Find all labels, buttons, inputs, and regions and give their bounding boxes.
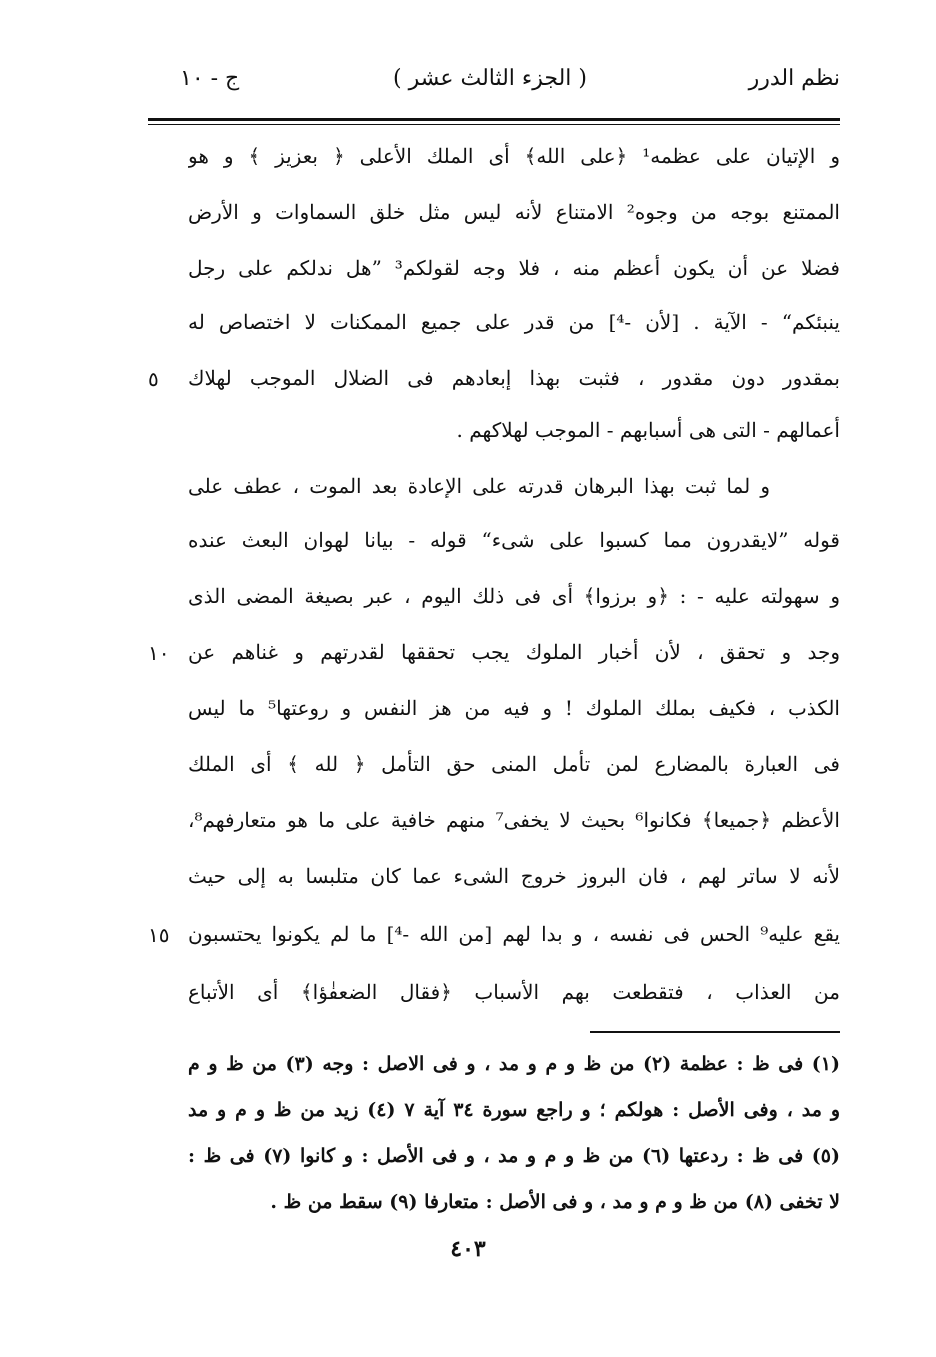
footnote-line: و مد ، وفى الأصل : هولكم ؛ و راجع سورة ٣٤ آية ٧ (٤) زيد من ظ و م و مد <box>188 1099 840 1121</box>
footnote-line: (١) فى ظ : عظمة (٢) من ظ و م و مد ، و فى الاصل : وجه (٣) من ظ و م <box>188 1053 840 1075</box>
line-number-15: ١٥ <box>148 923 170 947</box>
text-line: ينبئكم“ - الآية . [لأن -⁴] من قدر على جميع الممكنات لا اختصاص له <box>188 310 840 334</box>
text-line: من العذاب ، فتقطعت بهم الأسباب ﴿فقال الضعفٰؤا﴾ أى الأتباع <box>188 980 840 1004</box>
line-number-5: ٥ <box>148 367 159 391</box>
book-title: نظم الدرر <box>748 66 840 91</box>
text-line: و الإتيان على عظمه¹ ﴿على الله﴾ أى الملك الأعلى ﴿ بعزيز ﴾ و هو <box>188 144 840 168</box>
text-line: لأنه لا ساتر لهم ، فان البروز خروج الشىء عما كان متلبسا به إلى حيث <box>188 864 840 888</box>
footnote-rule <box>590 1031 840 1033</box>
text-line: الأعظم ﴿جميعا﴾ فكانوا⁶ بحيث لا يخفى⁷ منهم خافية على ما هو متعارفهم⁸، <box>188 808 840 832</box>
text-line: قوله ”لايقدرون مما كسبوا على شىء“ قوله - بيانا لهوان البعث عنده <box>188 528 840 552</box>
footnote-line: لا تخفى (٨) من ظ و م و مد ، و فى الأصل : متعارفا (٩) سقط من ظ . <box>270 1191 840 1213</box>
part-title: ( الجزء الثالث عشر ) <box>393 66 587 91</box>
text-line: أعمالهم - التى هى أسبابهم - الموجب لهلاكهم . <box>456 418 840 442</box>
header-rule-thin <box>148 124 840 125</box>
text-line: يقع عليه⁹ الحس فى نفسه ، و بدا لهم [من الله -⁴] ما لم يكونوا يحتسبون <box>188 922 840 946</box>
volume-label: ج - ١٠ <box>180 66 240 91</box>
page-header <box>140 66 840 106</box>
text-line: فى العبارة بالمضارع لمن تأمل المنى حق التأمل ﴿ لله ﴾ أى الملك <box>188 752 840 776</box>
footnote-line: (٥) فى ظ : ردعتها (٦) من ظ و م و مد ، و فى الأصل : و كانوا (٧) فى ظ : <box>188 1145 840 1167</box>
text-line: الكذب ، فكيف بملك الملوك ! و فيه من هز النفس و روعتها⁵ ما ليس <box>188 696 840 720</box>
text-line: فضلا عن أن يكون أعظم منه ، فلا وجه لقولكم³ ”هل ندلكم على رجل <box>188 256 840 280</box>
text-line: بمقدور دون مقدور ، فثبت بهذا إبعادهم فى الضلال الموجب لهلاك <box>188 366 840 390</box>
text-line: و سهولته عليه - : ﴿و برزوا﴾ أى فى ذلك اليوم ، عبر بصيغة المضى الذى <box>188 584 840 608</box>
text-line: وجد و تحقق ، لأن أخبار الملوك يجب تحققها لقدرتهم و غناهم عن <box>188 640 840 664</box>
line-number-10: ١٠ <box>148 641 170 665</box>
text-line: الممتنع بوجه من وجوه² الامتناع لأنه ليس مثل خلق السماوات و الأرض <box>188 200 840 224</box>
page-number: ٤٠٣ <box>450 1236 486 1262</box>
header-rule-thick <box>148 118 840 121</box>
text-line: و لما ثبت بهذا البرهان قدرته على الإعادة بعد الموت ، عطف على <box>188 474 770 498</box>
